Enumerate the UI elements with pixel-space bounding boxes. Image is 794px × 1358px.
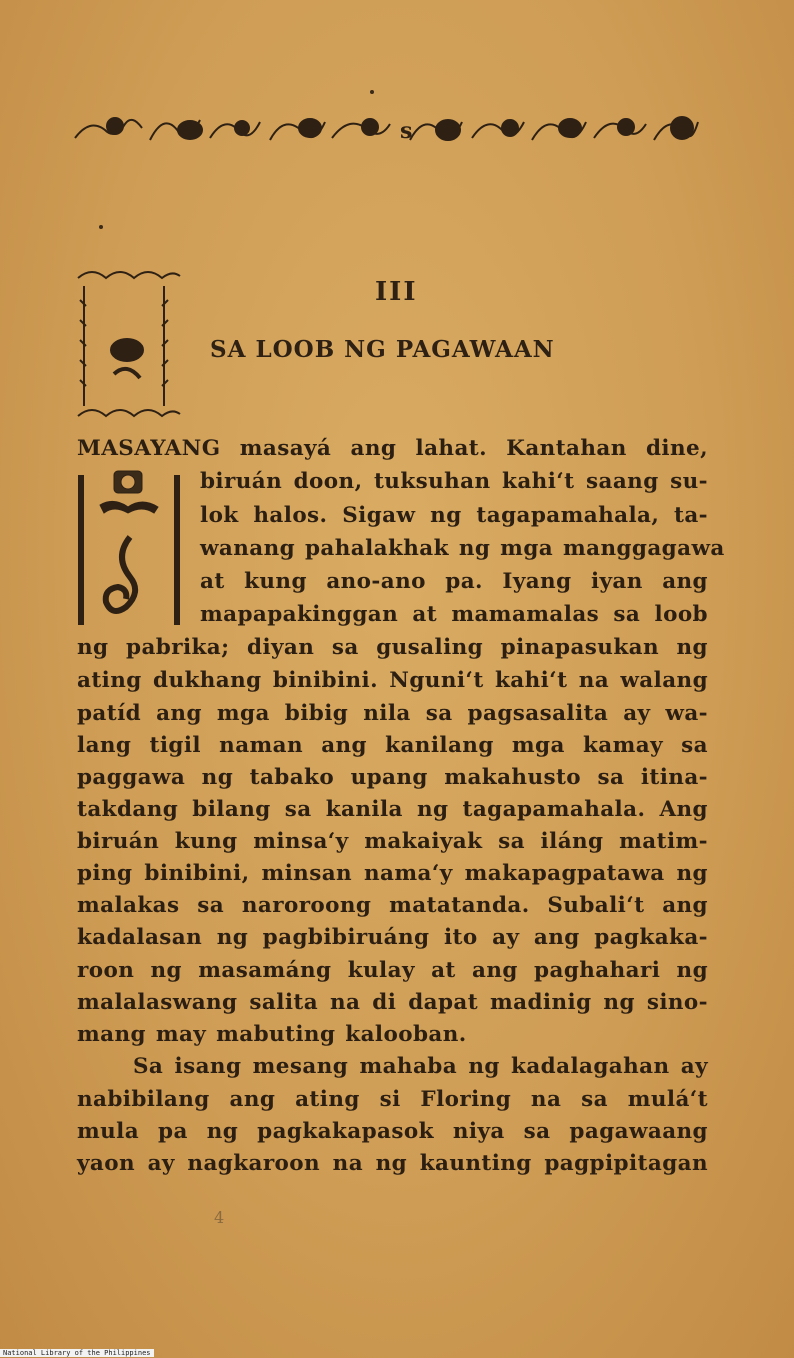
- body-line: Sa isang mesang mahaba ng kadalagahan ay: [133, 1054, 708, 1079]
- body-line: ating dukhang binibini. Nguni‘t kahi‘t na walang: [77, 668, 708, 693]
- floral-border-ornament: [70, 100, 702, 152]
- body-line: MASAYANG masayá ang lahat. Kantahan dine,: [77, 436, 708, 461]
- body-line: patíd ang mga bibig nila sa pagsasalita ay wa-: [77, 701, 708, 726]
- ink-speck: [99, 225, 103, 229]
- body-line: biruán doon, tuksuhan kahi‘t saang su-: [200, 469, 708, 494]
- chapter-number: III: [375, 277, 418, 307]
- body-line: mula pa ng pagkakapasok niya sa pagawaang: [77, 1119, 708, 1144]
- body-line: takdang bilang sa kanila ng tagapamahala. Ang: [77, 797, 708, 822]
- body-line: paggawa ng tabako upang makahusto sa itina-: [77, 765, 708, 790]
- body-line: lok halos. Sigaw ng tagapamahala, ta-: [200, 503, 708, 528]
- body-line: yaon ay nagkaroon na ng kaunting pagpipitagan: [77, 1151, 708, 1176]
- body-line: roon ng masamáng kulay at ang paghahari ng: [77, 958, 708, 983]
- body-line: biruán kung minsa‘y makaiyak sa iláng matim-: [77, 829, 708, 854]
- decorative-drop-cap: [74, 467, 186, 632]
- body-line: mang may mabuting kalooban.: [77, 1022, 467, 1047]
- chapter-title: SA LOOB NG PAGAWAAN: [210, 336, 555, 363]
- body-line: wanang pahalakhak ng mga manggagawa: [200, 536, 725, 561]
- body-line: kadalasan ng pagbibiruáng ito ay ang pagkaka-: [77, 925, 708, 950]
- chapter-vignette: [72, 266, 184, 428]
- body-line: nabibilang ang ating si Floring na sa mulá‘t: [77, 1087, 708, 1112]
- library-credit: National Library of the Philippines: [0, 1349, 154, 1357]
- body-line: ping binibini, minsan nama‘y makapagpatawa ng: [77, 861, 708, 886]
- body-line: at kung ano-ano pa. Iyang iyan ang: [200, 569, 708, 594]
- ornamental-header-band: [70, 100, 702, 152]
- page-mark: 4: [214, 1208, 225, 1227]
- body-line: lang tigil naman ang kanilang mga kamay sa: [77, 733, 708, 758]
- ornament-glyph: s: [400, 118, 413, 144]
- body-line: ng pabrika; diyan sa gusaling pinapasukan ng: [77, 635, 708, 660]
- body-line: malalaswang salita na di dapat madinig ng sino-: [77, 990, 708, 1015]
- body-line: mapapakinggan at mamamalas sa loob: [200, 602, 708, 627]
- body-line: malakas sa naroroong matatanda. Subali‘t ang: [77, 893, 708, 918]
- ink-speck: [370, 90, 374, 94]
